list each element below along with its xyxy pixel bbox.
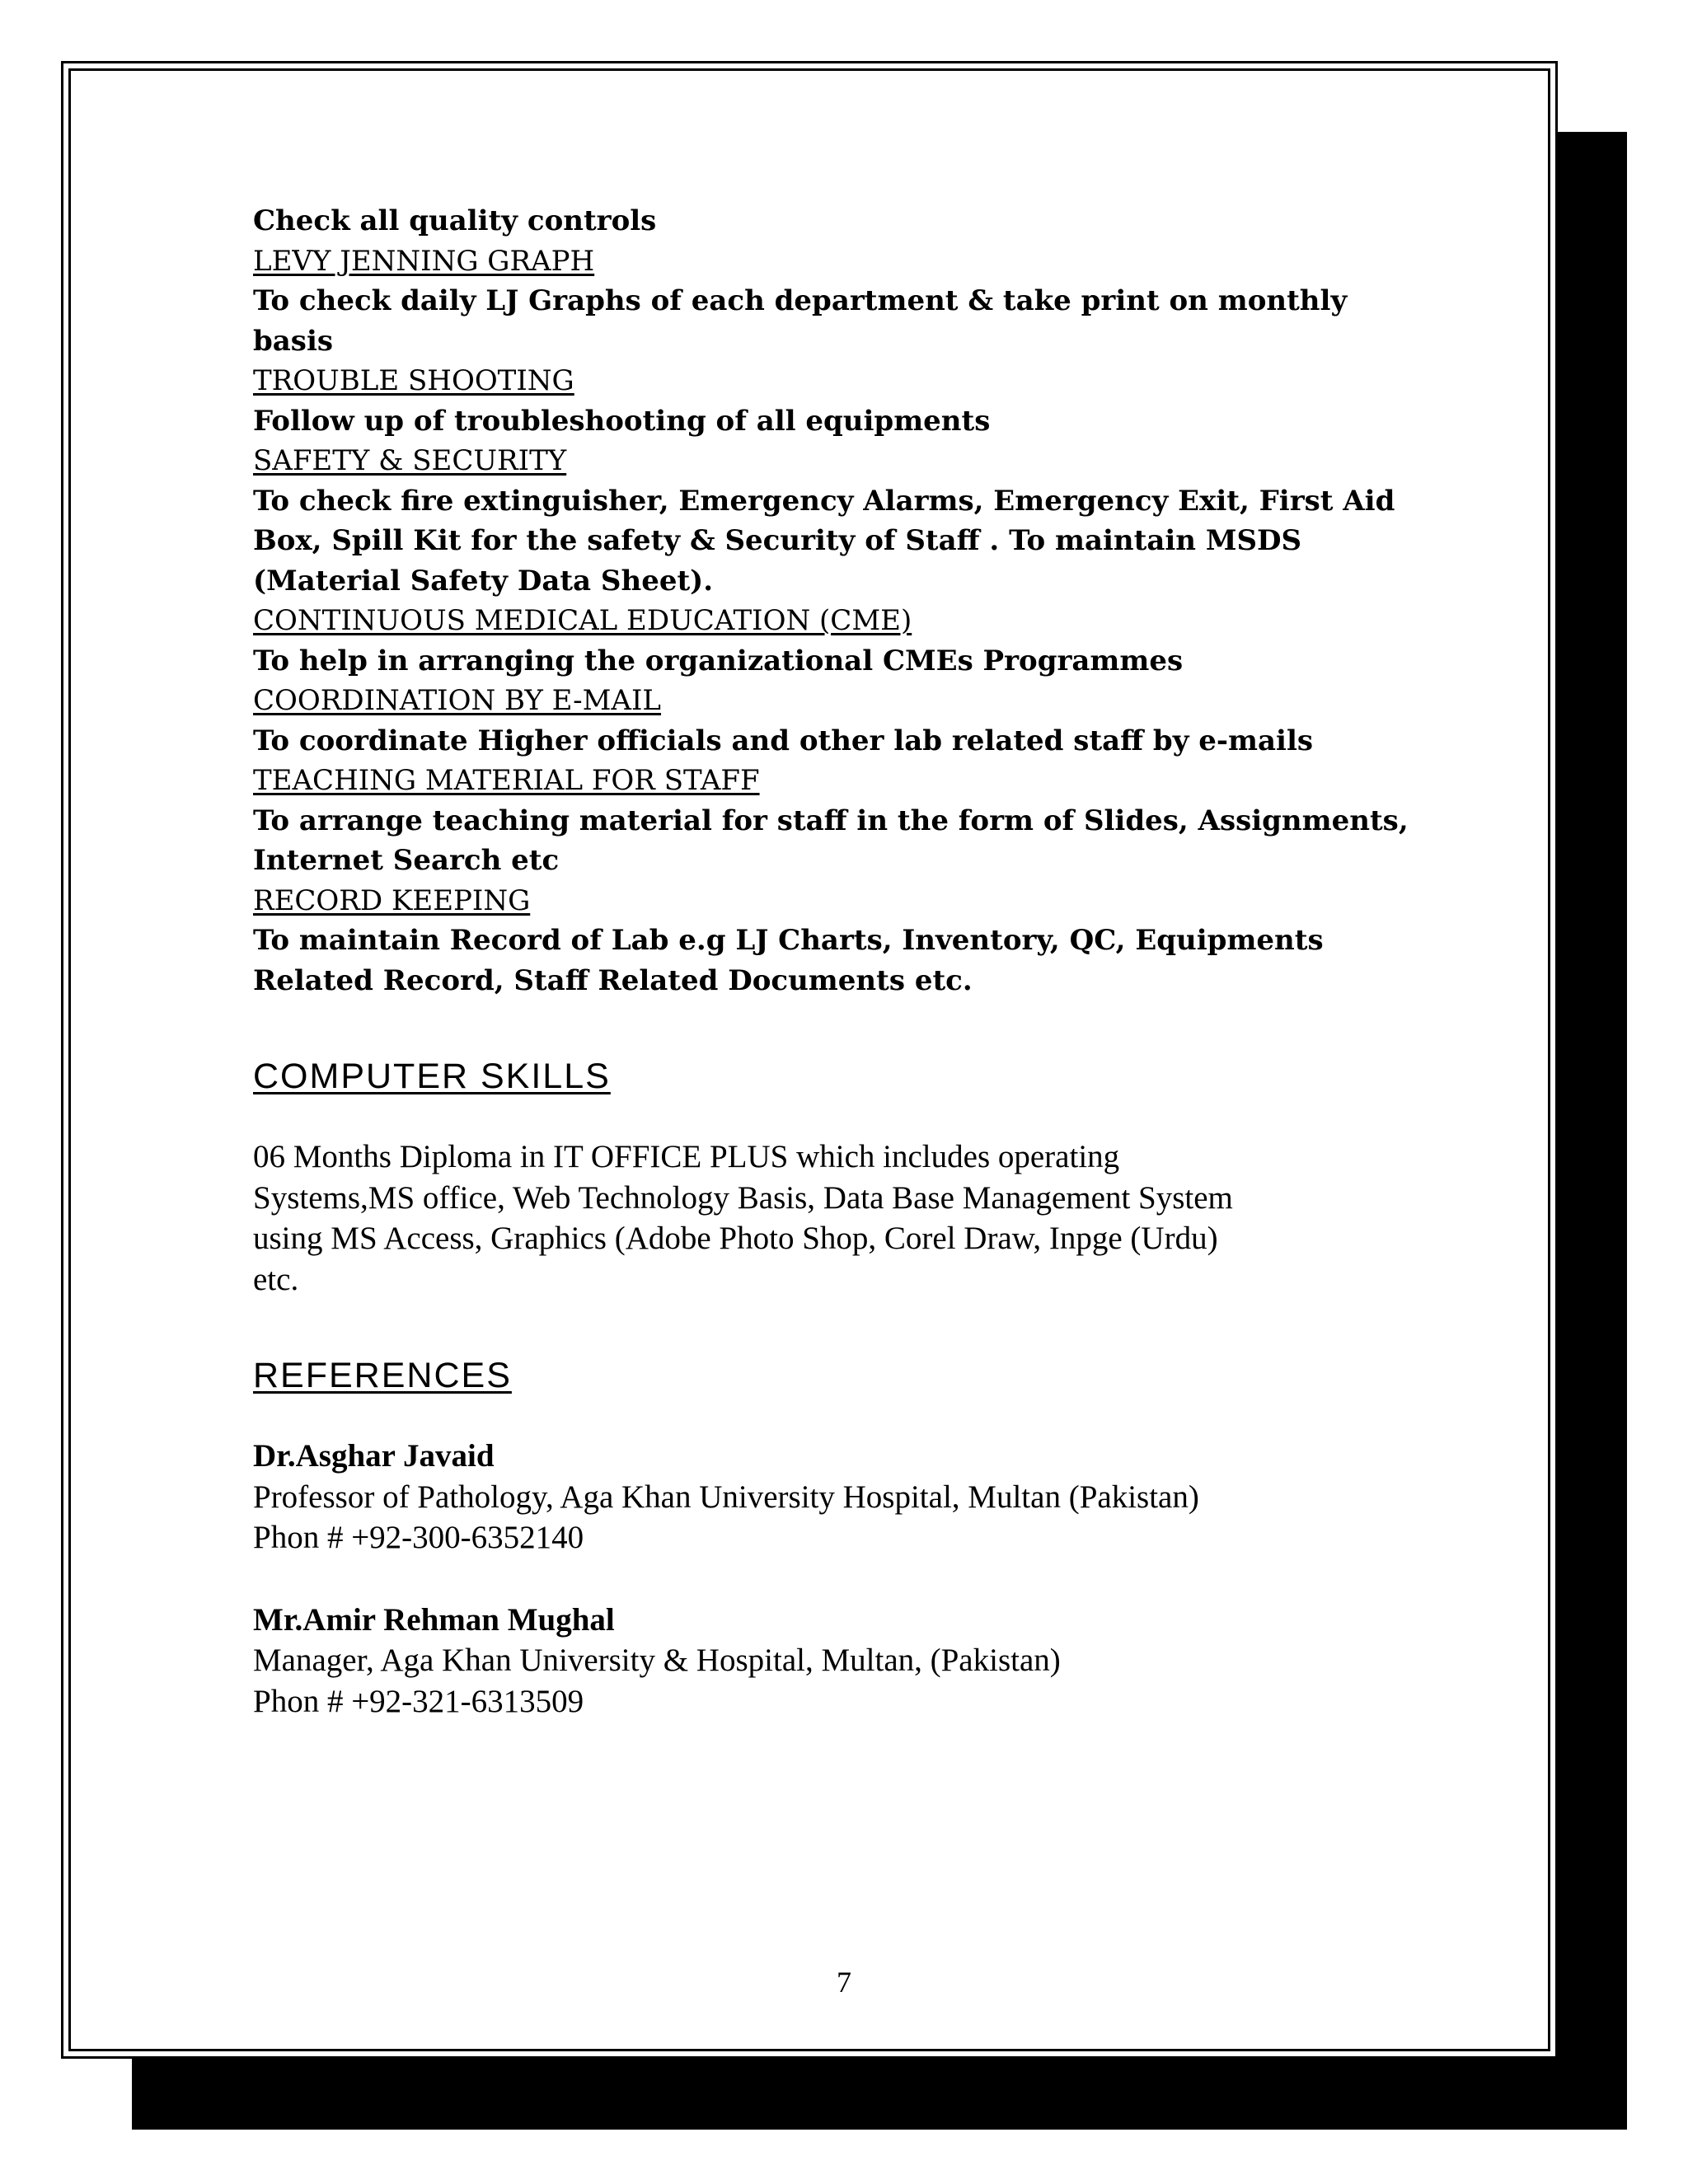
computer-skills-line-2: Systems,MS office, Web Technology Basis, Data Base Management System [253, 1179, 1233, 1216]
teaching-material-text-2: Internet Search etc [253, 844, 560, 877]
email-coordination-text: To coordinate Higher officials and other lab related staff by e-mails [253, 724, 1314, 757]
safety-security-text-2: Box, Spill Kit for the safety & Security of Staff . To maintain MSDS [253, 524, 1302, 557]
computer-skills-line-1: 06 Months Diploma in IT OFFICE PLUS which includes operating [253, 1139, 1120, 1174]
safety-security-text-3: (Material Safety Data Sheet). [253, 564, 714, 598]
references-section [253, 1356, 1448, 1722]
safety-security-heading: SAFETY & SECURITY [253, 444, 567, 477]
record-keeping-text-1: To maintain Record of Lab e.g LJ Charts, Inventory, QC, Equipments [253, 924, 1324, 957]
reference-position: Manager, Aga Khan University & Hospital, Multan, (Pakistan) [253, 1643, 1061, 1678]
record-keeping-text-2: Related Record, Staff Related Documents etc. [253, 963, 973, 997]
trouble-shooting-text: Follow up of troubleshooting of all equipments [253, 404, 991, 438]
computer-skills-section [253, 1057, 1448, 1300]
reference-phone: Phon # +92-321-6313509 [253, 1683, 584, 1719]
computer-skills-line-4: etc. [253, 1261, 299, 1297]
teaching-material-text-1: To arrange teaching material for staff in the form of Slides, Assignments, [253, 804, 1409, 837]
email-coordination-heading: COORDINATION BY E-MAIL [253, 684, 661, 717]
levy-jenning-text-2: basis [253, 324, 334, 358]
reference-name: Dr.Asghar Javaid [253, 1438, 495, 1474]
reference-name: Mr.Amir Rehman Mughal [253, 1601, 615, 1638]
cme-heading: CONTINUOUS MEDICAL EDUCATION (CME) [253, 604, 912, 637]
teaching-material-heading: TEACHING MATERIAL FOR STAFF [253, 764, 760, 797]
levy-jenning-text-1: To check daily LJ Graphs of each department & take print on monthly [253, 284, 1348, 317]
computer-skills-title: COMPUTER SKILLS [253, 1057, 611, 1096]
page-number: 7 [837, 1966, 851, 1999]
trouble-shooting-heading: TROUBLE SHOOTING [253, 364, 574, 397]
references-title: REFERENCES [253, 1356, 512, 1395]
page-content [253, 201, 1448, 1722]
reference-entry [253, 1600, 1448, 1722]
duty-intro: Check all quality controls [253, 204, 657, 237]
safety-security-text-1: To check fire extinguisher, Emergency Alarms, Emergency Exit, First Aid [253, 484, 1395, 518]
computer-skills-line-3: using MS Access, Graphics (Adobe Photo Shop, Corel Draw, Inpge (Urdu) [253, 1221, 1218, 1256]
record-keeping-heading: RECORD KEEPING [253, 883, 531, 917]
cme-text: To help in arranging the organizational CMEs Programmes [253, 644, 1184, 677]
reference-phone: Phon # +92-300-6352140 [253, 1520, 584, 1555]
reference-position: Professor of Pathology, Aga Khan University Hospital, Multan (Pakistan) [253, 1479, 1199, 1515]
duties-section [253, 201, 1448, 1001]
levy-jenning-heading: LEVY JENNING GRAPH [253, 244, 595, 278]
reference-entry [253, 1436, 1448, 1558]
